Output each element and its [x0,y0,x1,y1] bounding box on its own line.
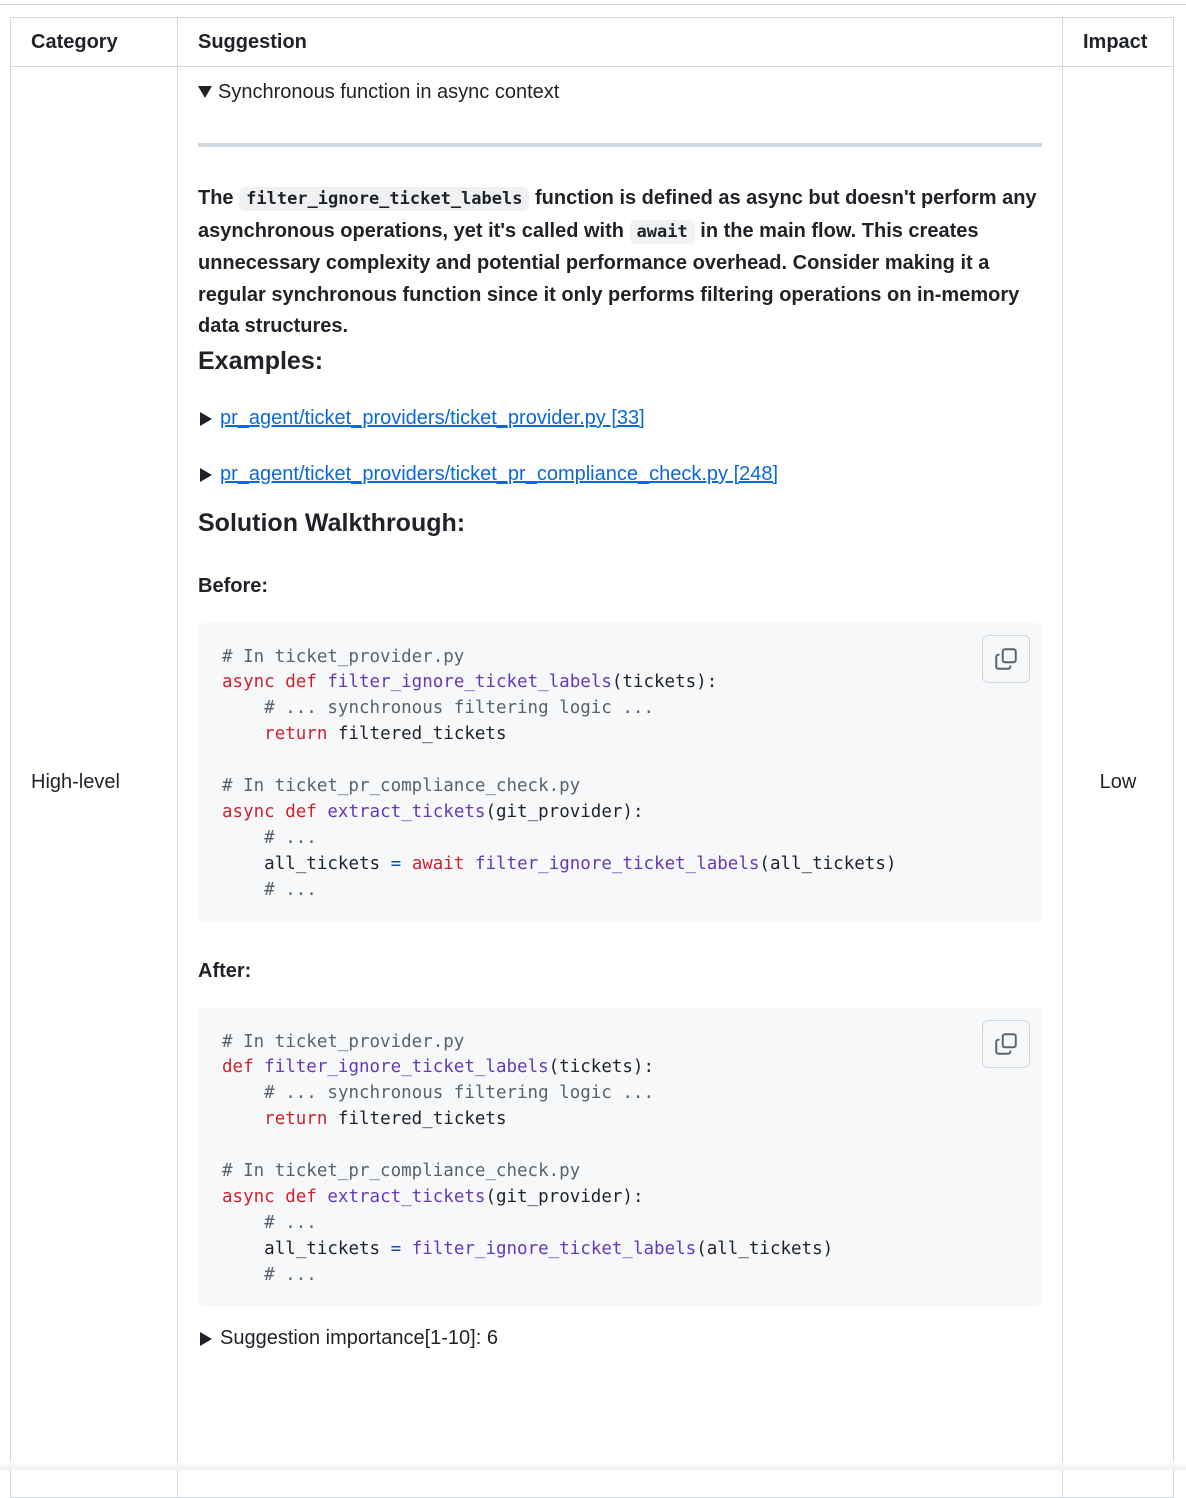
example-link-ticket-provider[interactable]: pr_agent/ticket_providers/ticket_provider.py [33] [220,407,645,429]
code-comment: # ... [264,1264,317,1285]
code-text: (all_tickets) [696,1238,834,1259]
header-category: Category [11,18,178,67]
code-text: (all_tickets) [759,853,897,874]
copy-button[interactable] [982,635,1030,683]
code-text: all_tickets [264,853,381,874]
triangle-down-icon [198,86,212,98]
desc-text-1: The [198,187,240,209]
triangle-right-icon [200,468,212,482]
after-label: After: [198,959,252,982]
walkthrough-heading: Solution Walkthrough: [198,508,466,537]
code-text: filtered_tickets [337,1109,507,1130]
table-header-row [11,18,1174,67]
inline-code-function: filter_ignore_ticket_labels [239,187,529,211]
code-keyword: def [285,1187,317,1207]
copy-icon [993,1031,1019,1057]
inline-code-await: await [630,220,695,244]
code-comment: # In ticket_provider.py [222,646,465,667]
code-keyword: def [285,672,317,693]
suggestion-description [198,183,1042,343]
code-text: filtered_tickets [337,724,507,745]
code-keyword: await [411,853,465,874]
importance-toggle[interactable] [198,1319,1042,1359]
code-comment: # ... synchronous filtering logic ... [264,698,654,719]
importance-label: Suggestion importance[1-10]: 6 [220,1327,498,1350]
before-label: Before: [198,574,269,597]
code-operator: = [390,1238,402,1259]
bottom-fade [0,1462,1186,1470]
code-comment: # ... [264,1212,317,1233]
header-impact: Impact [1063,18,1174,67]
suggestion-summary-toggle[interactable] [198,67,1042,117]
table-row [11,67,1174,1498]
code-function: filter_ignore_ticket_labels [327,672,612,693]
code-operator: = [390,853,402,874]
code-text: (git_provider): [485,801,644,822]
code-comment: # In ticket_pr_compliance_check.py [222,1161,581,1182]
code-block-after [198,1008,1042,1307]
suggestion-cell [178,67,1063,1498]
code-keyword: async [222,801,275,822]
example-link-compliance-check[interactable]: pr_agent/ticket_providers/ticket_pr_compliance_check.py [248] [220,463,779,485]
code-function: filter_ignore_ticket_labels [411,1238,697,1259]
example-item[interactable] [198,391,1042,447]
code-function: filter_ignore_ticket_labels [474,853,760,874]
code-comment: # In ticket_pr_compliance_check.py [222,776,581,797]
code-text: (tickets): [611,672,718,693]
code-function: extract_tickets [327,801,486,822]
category-cell: High-level [11,67,178,1498]
top-divider [0,4,1186,5]
code-comment: # ... synchronous filtering logic ... [264,1083,654,1104]
code-comment: # In ticket_provider.py [222,1031,465,1052]
triangle-right-icon [200,412,212,426]
code-text: all_tickets [264,1238,381,1259]
impact-cell: Low [1063,67,1174,1498]
code-keyword: return [264,724,328,745]
code-comment: # ... [264,879,317,900]
example-item[interactable] [198,447,1042,503]
code-comment: # ... [264,827,317,848]
section-divider [198,143,1042,147]
copy-icon [993,646,1019,672]
suggestion-title: Synchronous function in async context [218,80,560,103]
desc-text-2: function is defined as async but doesn't perform any asynchronous operations, yet it's called with [198,187,1037,242]
code-text: (git_provider): [485,1187,644,1207]
header-suggestion: Suggestion [178,18,1063,67]
code-function: extract_tickets [327,1187,486,1207]
desc-text-3: in the main flow. This creates unnecessary complexity and potential performance overhead. Consider making it a regular synchronous function since it only performs filtering operations on in-memory data structures. [198,219,1020,337]
copy-button[interactable] [982,1020,1030,1068]
code-function: filter_ignore_ticket_labels [264,1057,549,1078]
code-block-before [198,623,1042,922]
code-keyword: def [285,801,317,822]
code-keyword: def [222,1057,254,1078]
triangle-right-icon [200,1332,212,1346]
code-keyword: async [222,672,275,693]
code-text: (tickets): [548,1057,654,1078]
code-keyword: return [264,1109,328,1130]
code-keyword: async [222,1187,275,1207]
suggestions-table [10,17,1174,1498]
examples-heading: Examples: [198,346,324,375]
